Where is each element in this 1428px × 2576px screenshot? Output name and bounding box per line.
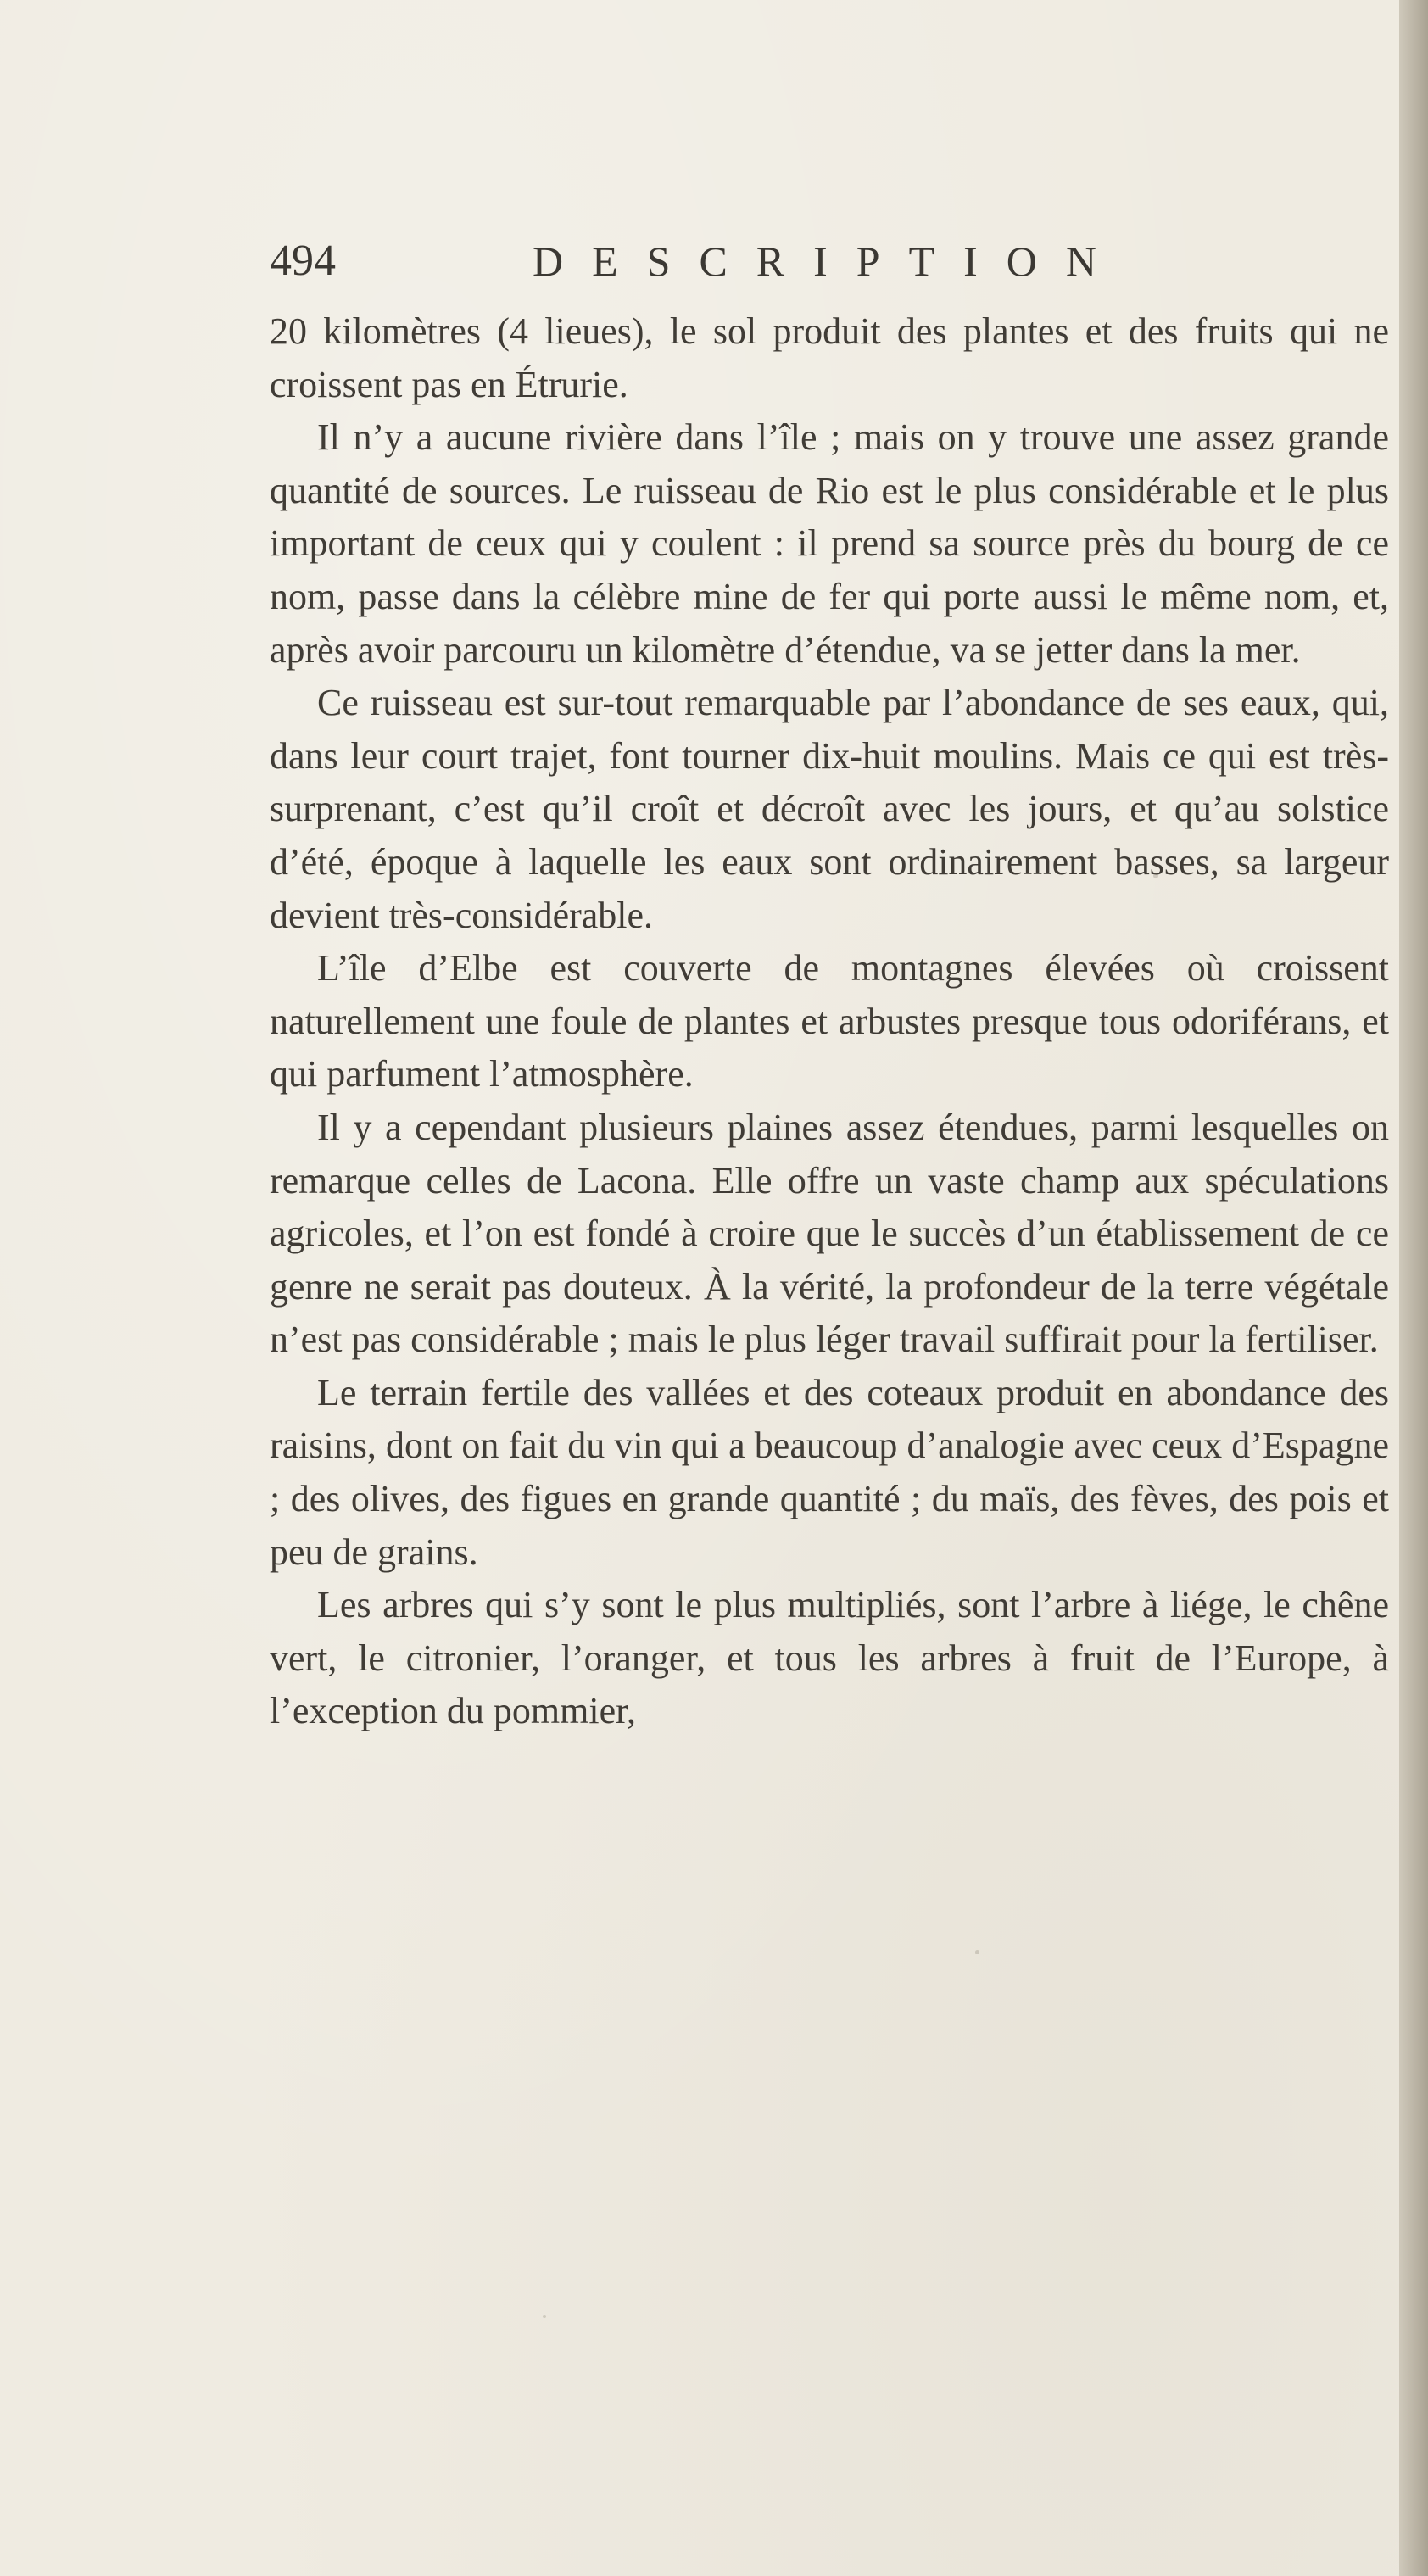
paragraph-6: Le terrain fertile des vallées et des coteaux produit en abondance des raisins, dont on fait du vin qui a beaucoup d’analogie avec ceux d’Espagne ; des olives, des figues en grande quantité ; du maïs, des fèves, des pois et peu de grains.	[270, 1371, 1389, 1573]
paper-speck	[975, 1950, 979, 1954]
paragraph-2: Il n’y a aucune rivière dans l’île ; mais on y trouve une assez grande quantité de sources. Le ruisseau de Rio est le plus considérable et le plus important de ceux qui y coulent : il prend sa source près du bourg de ce nom, passe dans la célèbre mine de fer qui porte aussi le même nom, et, après avoir parcouru un kilomètre d’étendue, va se jetter dans la mer.	[270, 416, 1389, 671]
paper-speck	[1153, 873, 1158, 878]
paper-speck	[543, 2315, 546, 2318]
page-number: 494	[270, 237, 336, 285]
paragraph-5: Il y a cependant plusieurs plaines assez étendues, parmi lesquelles on remarque celles de Lacona. Elle offre un vaste champ aux spéculations agricoles, et l’on est fondé à croire que le succès d’un établissement de ce genre ne serait pas douteux. À la vérité, la profondeur de la terre végétale n’est pas considérable ; mais le plus léger travail suffirait pour la fertiliser.	[270, 1106, 1389, 1361]
paragraph-4: L’île d’Elbe est couverte de montagnes élevées où croissent naturellement une foule de plantes et arbustes presque tous odoriférans, et qui parfument l’atmosphère.	[270, 947, 1389, 1096]
page-edge	[1399, 0, 1428, 2576]
running-head	[270, 227, 1389, 295]
paragraph-7: Les arbres qui s’y sont le plus multipliés, sont l’arbre à liége, le chêne vert, le citronier, l’oranger, et tous les arbres à fruit de l’Europe, à l’exception du pommier,	[270, 1584, 1389, 1732]
paragraph-3: Ce ruisseau est sur-tout remarquable par l’abondance de ses eaux, qui, dans leur court trajet, font tourner dix-huit moulins. Mais ce qui est très-surprenant, c’est qu’il croît et décroît avec les jours, et qu’au solstice d’été, époque à laquelle les eaux sont ordinairement basses, sa largeur devient très-considérable.	[270, 682, 1389, 936]
paragraph-1: 20 kilomètres (4 lieues), le sol produit des plantes et des fruits qui ne croissent pas en Étrurie.	[270, 310, 1389, 405]
running-title: DESCRIPTION	[533, 237, 1126, 285]
body-text	[270, 305, 1389, 1738]
